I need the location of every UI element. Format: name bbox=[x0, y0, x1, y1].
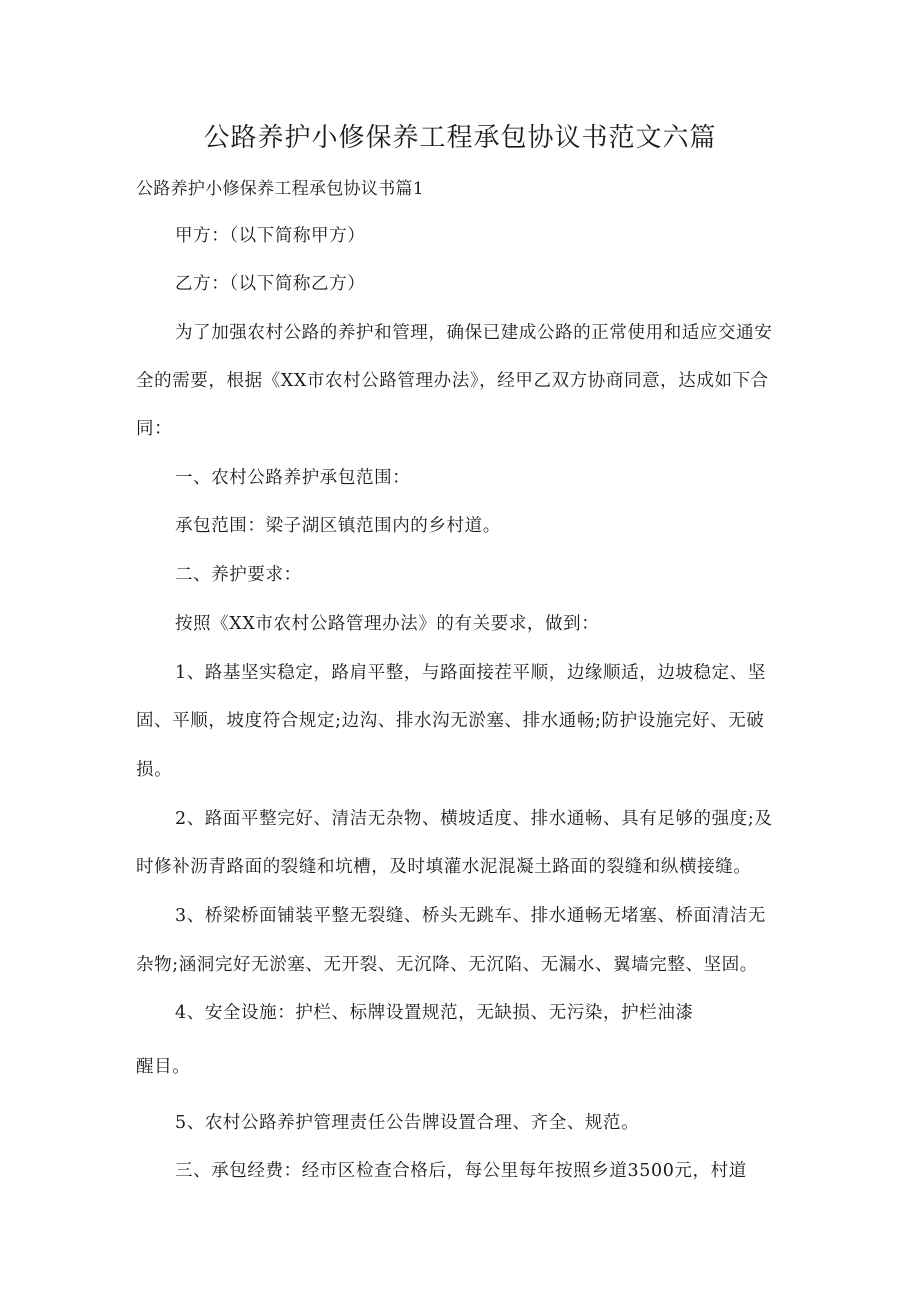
list-item-line: 杂物;涵洞完好无淤塞、无开裂、无沉降、无沉陷、无漏水、翼墙完整、坚固。 bbox=[136, 955, 758, 975]
list-item-line: 时修补沥青路面的裂缝和坑槽，及时填灌水泥混凝土路面的裂缝和纵横接缝。 bbox=[136, 857, 752, 877]
party-b-line: 乙方：（以下简称乙方） bbox=[175, 274, 366, 294]
list-item-line: 2、路面平整完好、清洁无杂物、横坡适度、排水通畅、具有足够的强度;及 bbox=[175, 809, 773, 829]
list-item-line: 醒目。 bbox=[136, 1057, 191, 1077]
section-heading: 一、农村公路养护承包范围： bbox=[175, 468, 411, 488]
document-title: 公路养护小修保养工程承包协议书范文六篇 bbox=[203, 123, 717, 153]
paragraph-line: 承包范围：梁子湖区镇范围内的乡村道。 bbox=[175, 516, 501, 536]
section-heading: 二、养护要求： bbox=[175, 565, 302, 585]
list-item-line: 5、农村公路养护管理责任公告牌设置合理、齐全、规范。 bbox=[175, 1113, 640, 1133]
paragraph-line: 按照《XX市农村公路管理办法》的有关要求，做到： bbox=[175, 614, 600, 634]
party-a-line: 甲方：（以下简称甲方） bbox=[175, 226, 366, 246]
paragraph-line: 同： bbox=[136, 419, 173, 439]
section-heading: 三、承包经费：经市区检查合格后，每公里每年按照乡道3500元，村道 bbox=[175, 1161, 747, 1181]
list-item-line: 1、路基坚实稳定，路肩平整，与路面接茬平顺，边缘顺适，边坡稳定、坚 bbox=[175, 663, 766, 683]
section-heading: 公路养护小修保养工程承包协议书篇1 bbox=[136, 179, 424, 199]
list-item-line: 损。 bbox=[136, 760, 173, 780]
list-item-line: 4、安全设施：护栏、标牌设置规范，无缺损、无污染，护栏油漆 bbox=[175, 1003, 694, 1023]
paragraph-line: 为了加强农村公路的养护和管理，确保已建成公路的正常使用和适应交通安 bbox=[175, 323, 773, 343]
list-item-line: 3、桥梁桥面铺装平整无裂缝、桥头无跳车、排水通畅无堵塞、桥面清洁无 bbox=[175, 906, 766, 926]
paragraph-line: 全的需要，根据《XX市农村公路管理办法》，经甲乙双方协商同意，达成如下合 bbox=[136, 371, 769, 391]
list-item-line: 固、平顺，坡度符合规定;边沟、排水沟无淤塞、排水通畅;防护设施完好、无破 bbox=[136, 711, 765, 731]
